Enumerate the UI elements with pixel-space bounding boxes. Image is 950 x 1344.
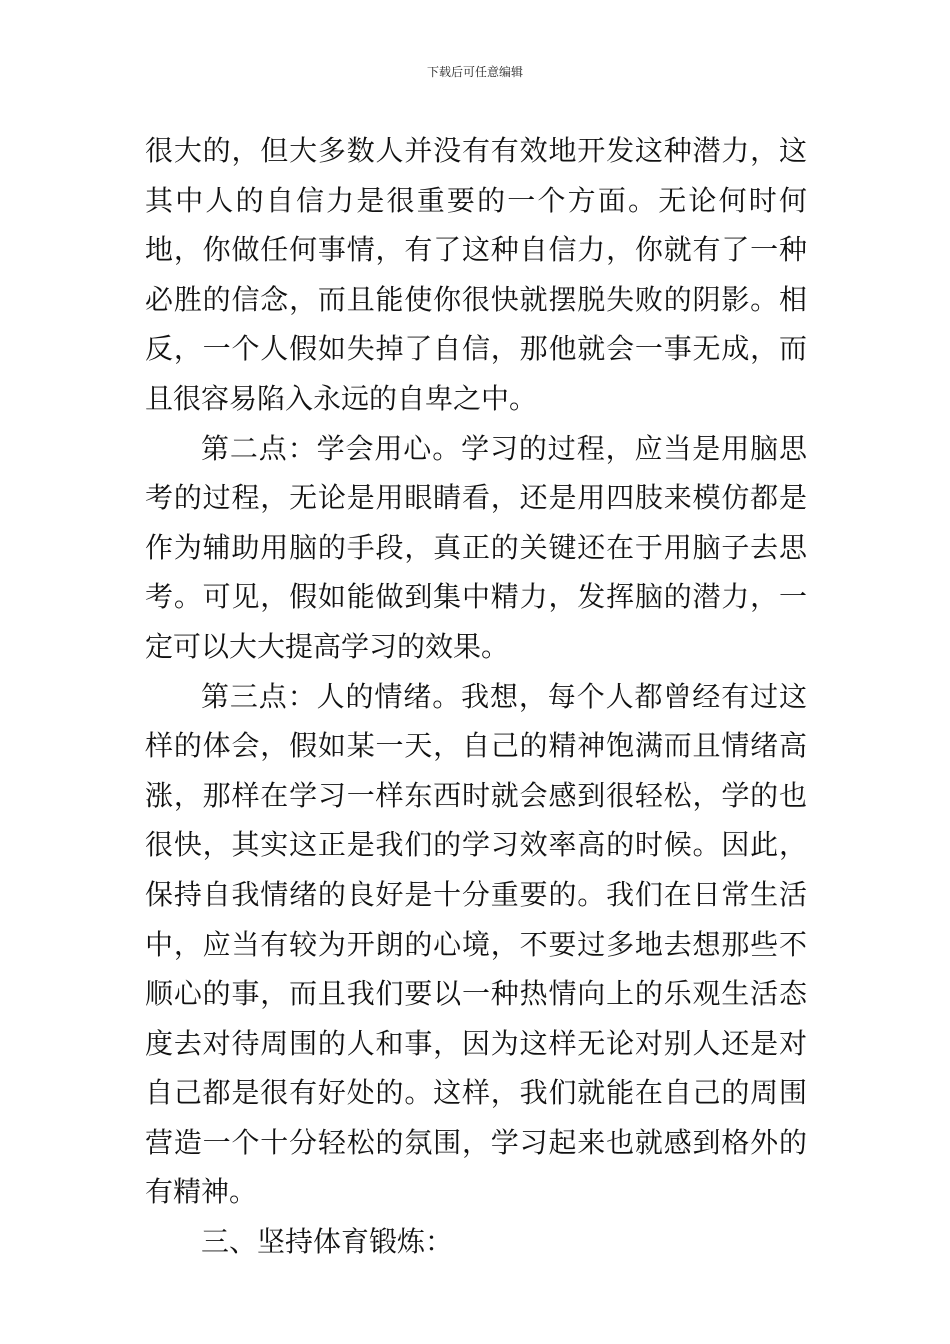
paragraph-continuation: 很大的，但大多数人并没有有效地开发这种潜力，这其中人的自信力是很重要的一个方面。无论何时何地，你做任何事情，有了这种自信力，你就有了一种必胜的信念，而且能使你很快就摆脱失败的阴影。相反，一个人假如失掉了自信，那他就会一事无成，而且很容易陷入永远的自卑之中。 — [145, 134, 807, 415]
page-header: 下载后可任意编辑 — [426, 65, 523, 79]
document-body — [145, 126, 807, 1267]
paragraph-point-three: 第三点：人的情绪。我想，每个人都曾经有过这样的体会，假如某一天，自己的精神饱满而且情绪高涨，那样在学习一样东西时就会感到很轻松，学的也很快，其实这正是我们的学习效率高的时候。因此，保持自我情绪的良好是十分重要的。我们在日常生活中，应当有较为开朗的心境，不要过多地去想那些不顺心的事，而且我们要以一种热情向上的乐观生活态度去对待周围的人和事，因为这样无论对别人还是对自己都是很有好处的。这样，我们就能在自己的周围营造一个十分轻松的氛围，学习起来也就感到格外的有精神。 — [145, 679, 807, 1209]
section-heading-three: 三、坚持体育锻炼： — [201, 1225, 454, 1259]
paragraph-point-two: 第二点：学会用心。学习的过程，应当是用脑思考的过程，无论是用眼睛看，还是用四肢来模仿都是作为辅助用脑的手段，真正的关键还在于用脑子去思考。可见，假如能做到集中精力，发挥脑的潜力，一定可以大大提高学习的效果。 — [145, 431, 807, 663]
